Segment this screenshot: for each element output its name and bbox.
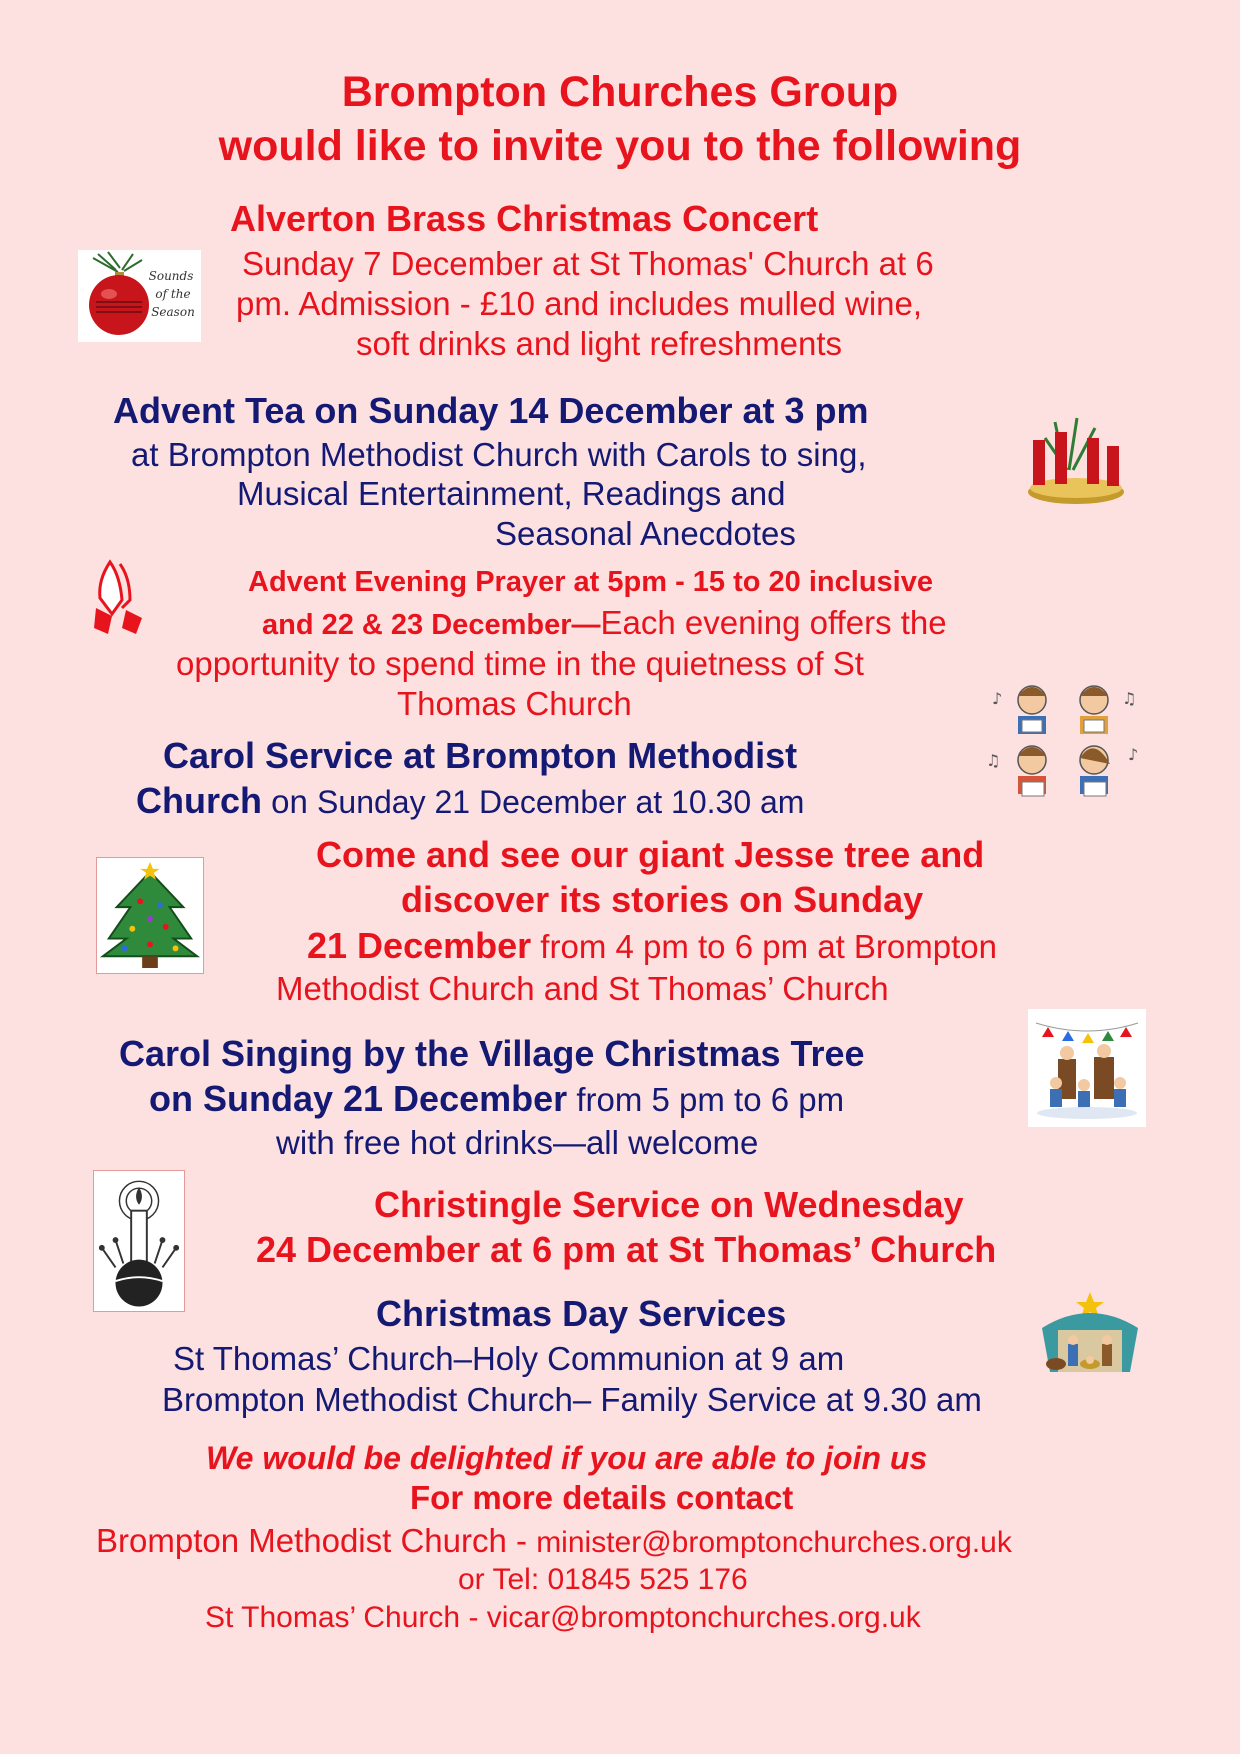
header-line-2: would like to invite you to the following: [218, 122, 1022, 170]
concert-line-3: soft drinks and light refreshments: [356, 325, 843, 362]
contact-1-email[interactable]: minister@bromptonchurches.org.uk: [536, 1526, 1012, 1559]
bauble-text-2: of the: [155, 287, 191, 301]
jesse-line-1: Come and see our giant Jesse tree and: [316, 834, 985, 875]
prayer-line-4: Thomas Church: [397, 685, 632, 722]
bauble-text-3: Season: [151, 305, 195, 319]
carol-service-line-1: Carol Service at Brompton Methodist: [163, 735, 798, 776]
jesse-line-3: [307, 925, 997, 967]
christingle-line-1: Christingle Service on Wednesday: [374, 1184, 964, 1225]
carol-service-line-2: [136, 780, 804, 822]
svg-text:♫: ♫: [986, 751, 1001, 770]
praying-hands-icon: [90, 558, 152, 638]
christmas-day-line-1: St Thomas’ Church–Holy Communion at 9 am: [173, 1340, 845, 1377]
christingle-line-2: 24 December at 6 pm at St Thomas’ Church: [256, 1229, 997, 1270]
jesse-line-4: Methodist Church and St Thomas’ Church: [276, 970, 889, 1007]
header-line-1: Brompton Churches Group: [341, 68, 899, 116]
prayer-line-2-bold: and 22 & 23 December—: [262, 609, 601, 641]
prayer-line-3: opportunity to spend time in the quietness of St: [176, 645, 864, 682]
contact-2-email[interactable]: vicar@bromptonchurches.org.uk: [486, 1601, 921, 1634]
choir-singers-icon: [982, 674, 1146, 806]
jesse-line-3-rest: from 4 pm to 6 pm at Brompton: [531, 928, 997, 965]
advent-wreath-icon: [1025, 410, 1127, 508]
footer-invite: We would be delighted if you are able to join us: [206, 1440, 928, 1476]
footer-contact-heading: For more details contact: [410, 1479, 794, 1516]
christmas-bauble-icon: [78, 250, 201, 342]
jesse-line-3-bold: 21 December: [307, 925, 532, 966]
advent-tea-line-2: Musical Entertainment, Readings and: [237, 475, 786, 512]
prayer-line-2-rest: Each evening offers the: [600, 604, 947, 641]
contact-2-label: St Thomas’ Church -: [205, 1601, 487, 1634]
footer-contact-2: [205, 1601, 921, 1635]
contact-1-label: Brompton Methodist Church -: [96, 1522, 537, 1559]
carol-service-line-2-on: on: [262, 783, 318, 820]
svg-text:♫: ♫: [1122, 689, 1137, 708]
christingle-icon: [93, 1170, 185, 1312]
nativity-icon: [1038, 1288, 1142, 1376]
footer-phone: or Tel: 01845 525 176: [458, 1563, 748, 1596]
svg-text:♪: ♪: [992, 689, 1003, 708]
advent-tea-line-1: at Brompton Methodist Church with Carols to sing,: [131, 436, 867, 473]
carol-singing-line-2: [149, 1078, 844, 1120]
advent-tea-title: Advent Tea on Sunday 14 December at 3 pm: [113, 390, 869, 431]
carol-singers-icon: [1028, 1009, 1146, 1127]
svg-text:♪: ♪: [1128, 745, 1139, 764]
concert-title: Alverton Brass Christmas Concert: [230, 198, 819, 239]
carol-singing-line-2-bold: on Sunday 21 December: [149, 1078, 568, 1119]
carol-service-line-2-bold: Church: [136, 780, 262, 821]
concert-line-2: pm. Admission - £10 and includes mulled wine,: [236, 285, 923, 322]
carol-singing-line-3: with free hot drinks—all welcome: [276, 1124, 759, 1161]
jesse-line-2: discover its stories on Sunday: [401, 879, 924, 920]
carol-singing-line-1: Carol Singing by the Village Christmas Tree: [119, 1033, 865, 1074]
prayer-line-2: [262, 604, 947, 642]
christmas-day-line-2: Brompton Methodist Church– Family Service at 9.30 am: [162, 1381, 982, 1418]
christmas-tree-icon: [96, 857, 204, 974]
christmas-day-title: Christmas Day Services: [376, 1293, 787, 1334]
advent-tea-line-3: Seasonal Anecdotes: [495, 515, 796, 552]
footer-contact-1: [96, 1522, 1012, 1560]
bauble-text-1: Sounds: [148, 269, 194, 283]
carol-singing-line-2-rest: from 5 pm to 6 pm: [567, 1081, 845, 1118]
carol-service-line-2-rest: Sunday 21 December at 10.30 am: [317, 784, 805, 820]
prayer-line-1: Advent Evening Prayer at 5pm - 15 to 20 inclusive: [248, 566, 933, 598]
concert-line-1: Sunday 7 December at St Thomas' Church at 6: [242, 245, 934, 282]
